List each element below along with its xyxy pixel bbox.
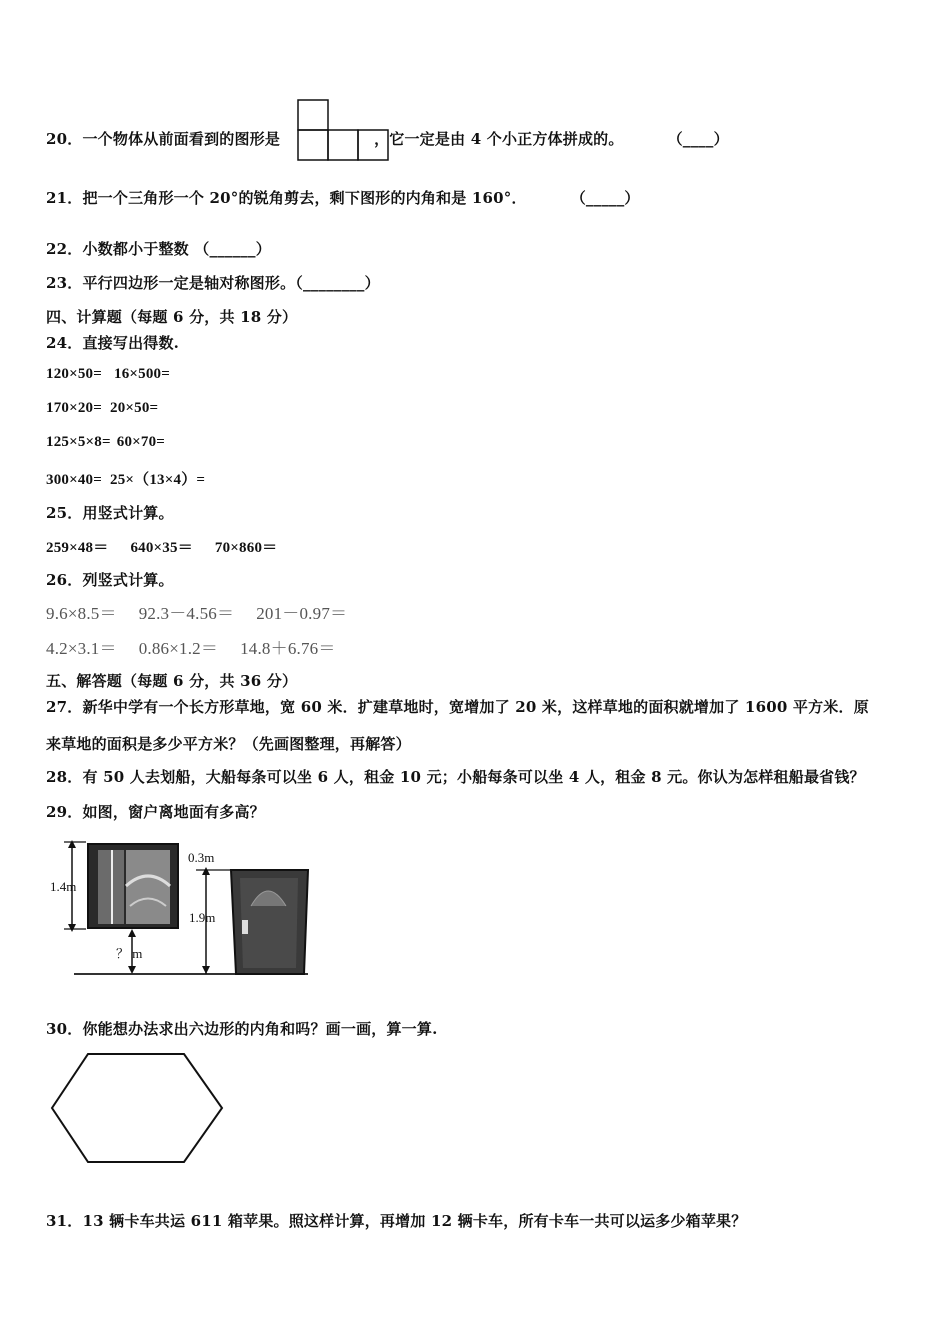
label-top-gap: 0.3m bbox=[188, 850, 215, 865]
question-30: 30．你能想办法求出六边形的内角和吗？画一画，算一算. bbox=[46, 1020, 438, 1038]
calc-row bbox=[46, 434, 165, 451]
calc-item: 0.86×1.2＝ bbox=[138, 639, 219, 658]
calc-item: 20×50= bbox=[110, 400, 159, 416]
label-unknown-height: ？ m bbox=[116, 946, 143, 961]
question-28: 28．有 50 人去划船，大船每条可以坐 6 人，租金 10 元；小船每条可以坐 4 人，租金 8 元。你认为怎样租船最省钱？ bbox=[46, 768, 865, 786]
calc-row bbox=[46, 468, 205, 489]
label-window-height: 1.4m bbox=[50, 879, 77, 894]
calc-item: 16×500= bbox=[114, 366, 170, 382]
question-27-line2: 来草地的面积是多少平方米？（先画图整理，再解答） bbox=[46, 735, 411, 753]
question-25: 25．用竖式计算。 bbox=[46, 504, 174, 522]
calc-item: 92.3－4.56＝ bbox=[138, 604, 235, 623]
question-21-blank: （_____） bbox=[570, 189, 640, 207]
question-22: 22．小数都小于整数 （______） bbox=[46, 240, 271, 258]
calc-row bbox=[46, 366, 170, 383]
calc-row bbox=[46, 599, 347, 624]
question-20-prefix: 20．一个物体从前面看到的图形是 bbox=[46, 130, 281, 148]
label-door-height: 1.9m bbox=[189, 910, 216, 925]
question-29: 29．如图，窗户离地面有多高？ bbox=[46, 803, 265, 821]
question-27-line1: 27．新华中学有一个长方形草地，宽 60 米．扩建草地时，宽增加了 20 米，这样草地的面积就增加了 1600 平方米．原 bbox=[46, 698, 869, 716]
calc-item: 9.6×8.5＝ bbox=[46, 604, 117, 623]
window-height-figure bbox=[46, 836, 316, 981]
calc-item: 4.2×3.1＝ bbox=[46, 639, 117, 658]
calc-row bbox=[46, 634, 336, 659]
question-31: 31．13 辆卡车共运 611 箱苹果。照这样计算，再增加 12 辆卡车，所有卡车一共可以运多少箱苹果？ bbox=[46, 1212, 747, 1230]
section-5-title: 五、解答题（每题 6 分，共 36 分） bbox=[46, 672, 298, 690]
question-23: 23．平行四边形一定是轴对称图形。（________） bbox=[46, 274, 380, 292]
calc-item: 259×48＝ bbox=[46, 540, 109, 556]
calc-item: 300×40= bbox=[46, 472, 102, 488]
calc-item: 25×（13×4）= bbox=[110, 472, 206, 488]
calc-item: 14.8＋6.76＝ bbox=[240, 639, 336, 658]
question-20-suffix: ，它一定是由 4 个小正方体拼成的。 bbox=[374, 130, 624, 148]
calc-item: 170×20= bbox=[46, 400, 102, 416]
front-view-figure bbox=[297, 99, 391, 162]
question-20-blank: （____） bbox=[667, 130, 729, 148]
calc-row bbox=[46, 400, 158, 417]
calc-item: 125×5×8= bbox=[46, 434, 111, 450]
calc-item: 201－0.97＝ bbox=[256, 604, 348, 623]
question-21 bbox=[46, 187, 640, 208]
question-24: 24．直接写出得数. bbox=[46, 334, 180, 352]
calc-item: 640×35＝ bbox=[130, 540, 193, 556]
calc-item: 120×50= bbox=[46, 366, 102, 382]
hexagon-figure bbox=[48, 1052, 226, 1166]
question-26: 26．列竖式计算。 bbox=[46, 571, 174, 589]
calc-row bbox=[46, 536, 277, 557]
calc-item: 60×70= bbox=[116, 434, 166, 450]
question-21-text: 21．把一个三角形一个 20°的锐角剪去，剩下图形的内角和是 160°． bbox=[46, 189, 527, 207]
calc-item: 70×860＝ bbox=[214, 540, 278, 556]
section-4-title: 四、计算题（每题 6 分，共 18 分） bbox=[46, 308, 298, 326]
